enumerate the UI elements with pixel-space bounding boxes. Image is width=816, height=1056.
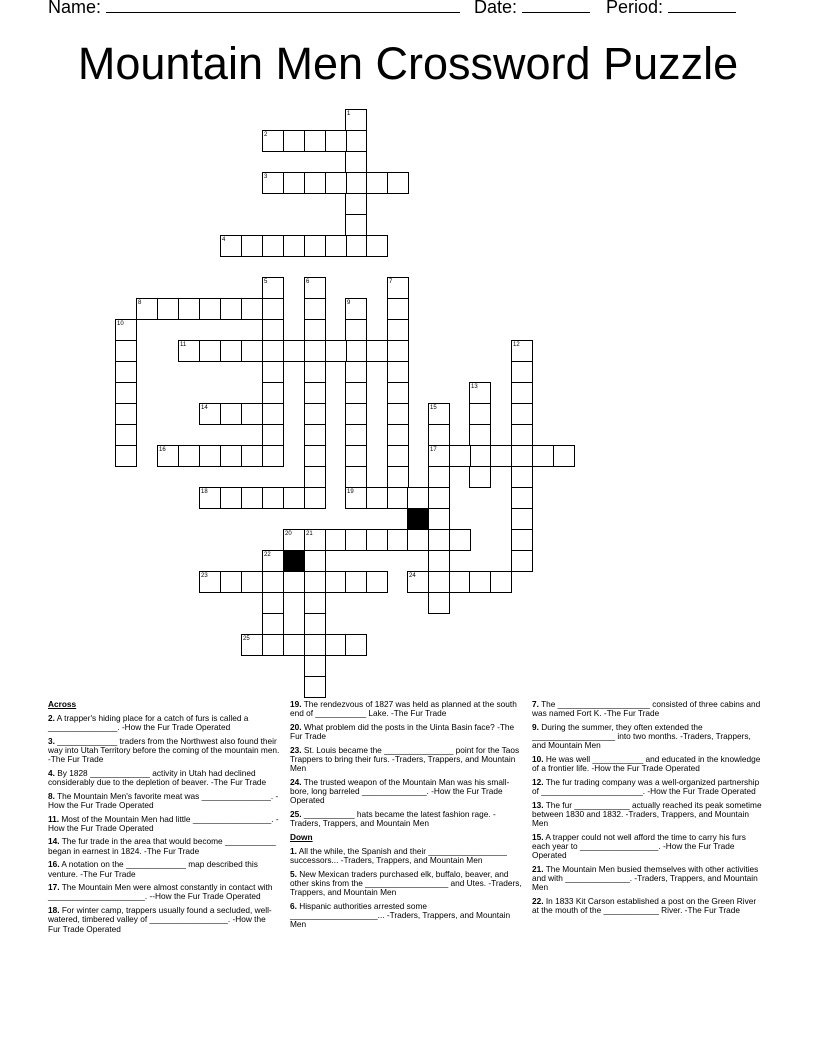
clue-text: A trapper's hiding place for a catch of furs is called a _______________. -How the Fur Trade Operated	[48, 712, 249, 732]
crossword-cell[interactable]	[366, 235, 388, 257]
clue-text: The fur trade in the area that would become ___________ began in earnest in 1824. -The Fur Trade	[48, 836, 276, 856]
name-field[interactable]	[48, 0, 460, 18]
crossword-cell[interactable]	[366, 340, 388, 362]
clue-number: 21.	[532, 864, 544, 875]
clue-text: New Mexican traders purchased elk, buffalo, beaver, and other skins from the __________________ and Utes. -Traders, Trappers, and Mountain Men	[290, 868, 522, 897]
cell-number: 23	[201, 573, 208, 579]
crossword-cell[interactable]	[387, 403, 409, 425]
clue-item	[290, 723, 522, 741]
crossword-cell[interactable]	[262, 424, 284, 446]
cell-number: 17	[430, 447, 437, 453]
clue-text: He was well ___________ and educated in the knowledge of a frontier life. -How the Fur Trade Operated	[532, 754, 761, 774]
clue-item	[290, 746, 522, 774]
page-title: Mountain Men Crossword Puzzle	[77, 38, 739, 89]
clues-column-2	[290, 700, 522, 934]
crossword-cell[interactable]	[304, 592, 326, 614]
crossword-cell[interactable]	[428, 529, 450, 551]
crossword-cell[interactable]	[241, 340, 263, 362]
crossword-cell[interactable]	[366, 172, 388, 194]
clue-number: 11.	[48, 813, 60, 824]
clue-item	[48, 815, 280, 833]
crossword-cell[interactable]	[115, 445, 137, 467]
crossword-cell[interactable]	[304, 424, 326, 446]
crossword-cell[interactable]	[387, 319, 409, 341]
cell-number: 10	[117, 321, 124, 327]
crossword-cell[interactable]	[345, 445, 367, 467]
period-field[interactable]	[606, 0, 736, 18]
crossword-cell[interactable]	[178, 298, 200, 320]
crossword-cell[interactable]	[428, 508, 450, 530]
crossword-cell[interactable]	[304, 235, 326, 257]
cell-number: 9	[347, 300, 351, 306]
crossword-cell[interactable]	[325, 634, 347, 656]
cell-number: 5	[264, 279, 268, 285]
crossword-cell[interactable]	[345, 130, 367, 152]
crossword-cell[interactable]	[387, 340, 409, 362]
clue-text: St. Louis became the _______________ point for the Taos Trappers to bring their furs. -Traders, Trappers, and Mountain Men	[290, 744, 520, 774]
crossword-cell[interactable]	[325, 130, 347, 152]
cell-number: 20	[285, 531, 292, 537]
crossword-cell[interactable]	[428, 424, 450, 446]
clue-text: The rendezvous of 1827 was held as planned at the south end of ___________ Lake. -The Fur Trade	[290, 699, 517, 719]
clue-text: The trusted weapon of the Mountain Man was his small-bore, long barreled ______________. -How the Fur Trade Operated	[290, 776, 510, 806]
clue-number: 6.	[290, 900, 297, 911]
crossword-cell[interactable]	[304, 466, 326, 488]
clue-number: 5.	[290, 868, 297, 879]
clue-text: What problem did the posts in the Uinta Basin face? -The Fur Trade	[290, 721, 515, 742]
clue-text: ___________ hats became the latest fashion rage. -Traders, Trappers, and Mountain Men	[290, 809, 496, 829]
clue-item	[532, 897, 764, 915]
clue-number: 7.	[532, 699, 539, 709]
crossword-cell[interactable]	[283, 634, 305, 656]
clue-text: _____________ traders from the Northwest also found their way into Utah Territory before the coming of the mountain men. -The Fur Trade	[48, 735, 280, 765]
crossword-cell[interactable]	[199, 340, 221, 362]
cell-number: 22	[264, 552, 271, 558]
clue-number: 20.	[290, 721, 302, 732]
crossword-cell[interactable]	[262, 592, 284, 614]
crossword-cell[interactable]	[304, 361, 326, 383]
cell-number: 4	[222, 237, 226, 243]
crossword-cell[interactable]	[490, 571, 512, 593]
clue-number: 14.	[48, 836, 60, 847]
crossword-cell[interactable]	[407, 529, 429, 551]
clue-number: 18.	[48, 905, 60, 916]
crossword-cell[interactable]	[325, 571, 347, 593]
crossword-cell[interactable]	[387, 445, 409, 467]
clue-section-heading: Down	[290, 831, 313, 842]
crossword-cell[interactable]	[428, 592, 450, 614]
clue-number: 15.	[532, 831, 544, 842]
clue-text: Hispanic authorities arrested some ___________________... -Traders, Trappers, and Mountain Men	[290, 900, 511, 930]
cell-number: 12	[513, 342, 520, 348]
clue-number: 19.	[290, 699, 302, 709]
crossword-cell[interactable]	[511, 445, 533, 467]
crossword-cell[interactable]	[469, 424, 491, 446]
crossword-cell[interactable]	[387, 382, 409, 404]
clue-number: 1.	[290, 845, 297, 856]
clue-item	[48, 837, 280, 855]
crossword-cell[interactable]	[304, 676, 326, 698]
crossword-cell[interactable]	[304, 634, 326, 656]
crossword-cell[interactable]	[262, 487, 284, 509]
crossword-cell[interactable]	[220, 487, 242, 509]
crossword-cell[interactable]	[387, 361, 409, 383]
clues-column-1	[48, 700, 280, 938]
crossword-cell[interactable]	[325, 235, 347, 257]
clue-item	[532, 700, 764, 718]
crossword-cell[interactable]	[532, 445, 554, 467]
crossword-cell[interactable]	[469, 445, 491, 467]
crossword-cell[interactable]	[304, 298, 326, 320]
cell-number: 15	[430, 405, 437, 411]
crossword-cell[interactable]	[345, 571, 367, 593]
clue-text: The Mountain Men were almost constantly in contact with _____________________. --How the Fur Trade Operated	[48, 882, 273, 902]
crossword-cell[interactable]	[262, 571, 284, 593]
clue-text: All the while, the Spanish and their _________________ successors... -Traders, Trappers, and Mountain Men	[290, 845, 507, 865]
crossword-cell[interactable]	[511, 550, 533, 572]
crossword-cell[interactable]	[241, 487, 263, 509]
clue-item	[532, 801, 764, 829]
clue-section-heading: Across	[48, 699, 77, 709]
cell-number: 25	[243, 636, 250, 642]
clue-number: 17.	[48, 882, 60, 893]
crossword-cell[interactable]	[366, 529, 388, 551]
clue-text: During the summer, they often extended the __________________ into two months. -Traders, Trappers, and Mountain Men	[532, 721, 751, 751]
crossword-cell[interactable]	[304, 445, 326, 467]
clue-text: A notation on the _____________ map described this venture. -The Fur Trade	[48, 859, 258, 879]
crossword-cell[interactable]	[262, 403, 284, 425]
clue-number: 23.	[290, 744, 302, 755]
crossword-black-cell	[283, 550, 305, 572]
crossword-cell[interactable]	[220, 571, 242, 593]
crossword-cell[interactable]	[283, 571, 305, 593]
crossword-black-cell	[407, 508, 429, 530]
clue-item	[48, 769, 280, 787]
crossword-cell[interactable]	[449, 571, 471, 593]
crossword-cell[interactable]	[304, 550, 326, 572]
crossword-cell[interactable]	[366, 571, 388, 593]
crossword-cell[interactable]	[511, 403, 533, 425]
crossword-cell[interactable]	[262, 382, 284, 404]
clue-item	[290, 870, 522, 898]
crossword-cell[interactable]	[262, 235, 284, 257]
crossword-cell[interactable]	[345, 424, 367, 446]
clue-text: A trapper could not well afford the time to carry his furs each year to _________________. -How the Fur Trade Operated	[532, 831, 746, 861]
crossword-cell[interactable]	[345, 634, 367, 656]
crossword-cell[interactable]	[262, 340, 284, 362]
cell-number: 13	[471, 384, 478, 390]
clue-number: 13.	[532, 799, 544, 810]
name-line[interactable]	[106, 0, 460, 13]
crossword-cell[interactable]	[241, 571, 263, 593]
crossword-cell[interactable]	[199, 445, 221, 467]
clue-text: The fur ____________ actually reached its peak sometime between 1830 and 1832. -Traders, Trappers, and Mountain Men	[532, 799, 762, 829]
crossword-cell[interactable]	[345, 214, 367, 236]
crossword-cell[interactable]	[304, 130, 326, 152]
crossword-cell[interactable]	[387, 298, 409, 320]
crossword-cell[interactable]	[345, 172, 367, 194]
crossword-cell[interactable]	[387, 487, 409, 509]
crossword-cell[interactable]	[345, 319, 367, 341]
crossword-cell[interactable]	[469, 466, 491, 488]
crossword-cell[interactable]	[220, 445, 242, 467]
clue-number: 12.	[532, 776, 544, 787]
crossword-cell[interactable]	[325, 172, 347, 194]
crossword-cell[interactable]	[428, 466, 450, 488]
clue-number: 22.	[532, 896, 544, 907]
cell-number: 16	[159, 447, 166, 453]
cell-number: 3	[264, 174, 268, 180]
clue-item	[48, 737, 280, 765]
crossword-cell[interactable]	[304, 655, 326, 677]
date-label: Date:	[474, 0, 518, 17]
clue-text: The ____________________ consisted of three cabins and was named Fort K. -The Fur Trade	[532, 699, 761, 719]
crossword-cell[interactable]	[511, 466, 533, 488]
crossword-cell[interactable]	[304, 172, 326, 194]
crossword-cell[interactable]	[387, 424, 409, 446]
crossword-cell[interactable]	[262, 445, 284, 467]
clue-number: 4.	[48, 767, 55, 778]
clue-item	[532, 778, 764, 796]
crossword-cell[interactable]	[220, 340, 242, 362]
crossword-cell[interactable]	[178, 445, 200, 467]
crossword-cell[interactable]	[262, 298, 284, 320]
clue-item	[290, 778, 522, 806]
clues-column-3	[532, 700, 764, 920]
crossword-cell[interactable]	[490, 445, 512, 467]
clue-number: 9.	[532, 721, 539, 732]
crossword-cell[interactable]	[283, 130, 305, 152]
cell-number: 14	[201, 405, 208, 411]
clue-text: By 1828 _____________ activity in Utah had declined considerably due to the depletion of beaver. -The Fur Trade	[48, 767, 267, 787]
crossword-cell[interactable]	[511, 508, 533, 530]
clue-text: The fur trading company was a well-organized partnership of ______________________. -How the Fur Trade Operated	[532, 776, 760, 797]
crossword-cell[interactable]	[469, 403, 491, 425]
crossword-cell[interactable]	[262, 634, 284, 656]
clue-item	[290, 902, 522, 930]
date-field[interactable]	[474, 0, 590, 18]
crossword-cell[interactable]	[428, 550, 450, 572]
clue-item	[532, 755, 764, 773]
crossword-cell[interactable]	[449, 445, 471, 467]
cell-number: 24	[409, 573, 416, 579]
cell-number: 6	[306, 279, 310, 285]
crossword-cell[interactable]	[304, 571, 326, 593]
crossword-cell[interactable]	[199, 298, 221, 320]
clue-item	[290, 847, 522, 865]
clue-item	[48, 883, 280, 901]
crossword-cell[interactable]	[511, 382, 533, 404]
crossword-cell[interactable]	[387, 466, 409, 488]
clue-text: The Mountain Men busied themselves with other activities and with ______________. -Traders, Trappers, and Mountain Men	[532, 864, 759, 893]
clue-number: 25.	[290, 809, 302, 820]
crossword-cell[interactable]	[115, 403, 137, 425]
crossword-cell[interactable]	[345, 403, 367, 425]
cell-number: 18	[201, 489, 208, 495]
crossword-cell[interactable]	[511, 529, 533, 551]
clue-item	[532, 833, 764, 861]
crossword-cell[interactable]	[262, 613, 284, 635]
crossword-cell[interactable]	[115, 340, 137, 362]
crossword-cell[interactable]	[283, 487, 305, 509]
crossword-cell[interactable]	[241, 403, 263, 425]
crossword-cell[interactable]	[262, 319, 284, 341]
crossword-cell[interactable]	[220, 298, 242, 320]
crossword-cell[interactable]	[304, 403, 326, 425]
cell-number: 11	[180, 342, 187, 348]
clue-text: In 1833 Kit Carson established a post on the Green River at the mouth of the ____________ River. -The Fur Trade	[532, 896, 757, 916]
crossword-cell[interactable]	[345, 382, 367, 404]
clue-number: 3.	[48, 735, 55, 746]
crossword-cell[interactable]	[283, 340, 305, 362]
crossword-cell[interactable]	[511, 424, 533, 446]
clue-text: Most of the Mountain Men had little _________________. -How the Fur Trade Operated	[48, 813, 279, 833]
crossword-cell[interactable]	[511, 361, 533, 383]
crossword-cell[interactable]	[115, 424, 137, 446]
crossword-cell[interactable]	[345, 361, 367, 383]
crossword-cell[interactable]	[428, 487, 450, 509]
crossword-cell[interactable]	[304, 613, 326, 635]
clue-number: 10.	[532, 754, 544, 765]
crossword-cell[interactable]	[345, 235, 367, 257]
clue-number: 16.	[48, 859, 60, 870]
clue-item	[48, 792, 280, 810]
crossword-cell[interactable]	[283, 235, 305, 257]
crossword-cell[interactable]	[262, 361, 284, 383]
crossword-cell[interactable]	[304, 340, 326, 362]
crossword-cell[interactable]	[449, 529, 471, 551]
crossword-cell[interactable]	[220, 403, 242, 425]
crossword-cell[interactable]	[387, 172, 409, 194]
crossword-cell[interactable]	[428, 571, 450, 593]
crossword-cell[interactable]	[345, 466, 367, 488]
clue-text: The Mountain Men's favorite meat was _______________. -How the Fur Trade Operated	[48, 790, 279, 810]
clue-number: 8.	[48, 790, 55, 801]
crossword-cell[interactable]	[345, 151, 367, 173]
date-line[interactable]	[522, 0, 590, 13]
clue-number: 24.	[290, 776, 302, 787]
crossword-cell[interactable]	[366, 487, 388, 509]
crossword-cell[interactable]	[283, 172, 305, 194]
crossword-cell[interactable]	[241, 445, 263, 467]
clue-item	[48, 714, 280, 732]
period-line[interactable]	[668, 0, 736, 13]
clue-number: 2.	[48, 712, 55, 723]
crossword-cell[interactable]	[157, 298, 179, 320]
crossword-cell[interactable]	[241, 298, 263, 320]
cell-number: 7	[389, 279, 393, 285]
crossword-cell[interactable]	[304, 382, 326, 404]
clue-item	[290, 700, 522, 718]
cell-number: 19	[347, 489, 354, 495]
cell-number: 21	[306, 531, 313, 537]
crossword-cell[interactable]	[325, 340, 347, 362]
crossword-cell[interactable]	[304, 487, 326, 509]
cell-number: 8	[138, 300, 142, 306]
clue-item	[48, 860, 280, 878]
crossword-cell[interactable]	[511, 487, 533, 509]
crossword-cell[interactable]	[387, 529, 409, 551]
clue-item	[48, 906, 280, 934]
clue-item	[532, 723, 764, 751]
crossword-cell[interactable]	[345, 340, 367, 362]
crossword-cell[interactable]	[115, 382, 137, 404]
clue-item	[290, 810, 522, 828]
crossword-cell[interactable]	[407, 487, 429, 509]
crossword-cell[interactable]	[325, 529, 347, 551]
period-label: Period:	[606, 0, 664, 17]
clue-item	[532, 865, 764, 893]
cell-number: 2	[264, 132, 268, 138]
crossword-cell[interactable]	[304, 319, 326, 341]
crossword-cell[interactable]	[553, 445, 575, 467]
clue-text: For winter camp, trappers usually found a secluded, well-watered, timbered valley of _________________. -How the Fur Trade Operated	[48, 905, 272, 934]
name-label: Name:	[48, 0, 102, 17]
crossword-cell[interactable]	[345, 529, 367, 551]
cell-number: 1	[347, 111, 351, 117]
crossword-cell[interactable]	[241, 235, 263, 257]
crossword-cell[interactable]	[115, 361, 137, 383]
crossword-cell[interactable]	[345, 193, 367, 215]
crossword-cell[interactable]	[469, 571, 491, 593]
